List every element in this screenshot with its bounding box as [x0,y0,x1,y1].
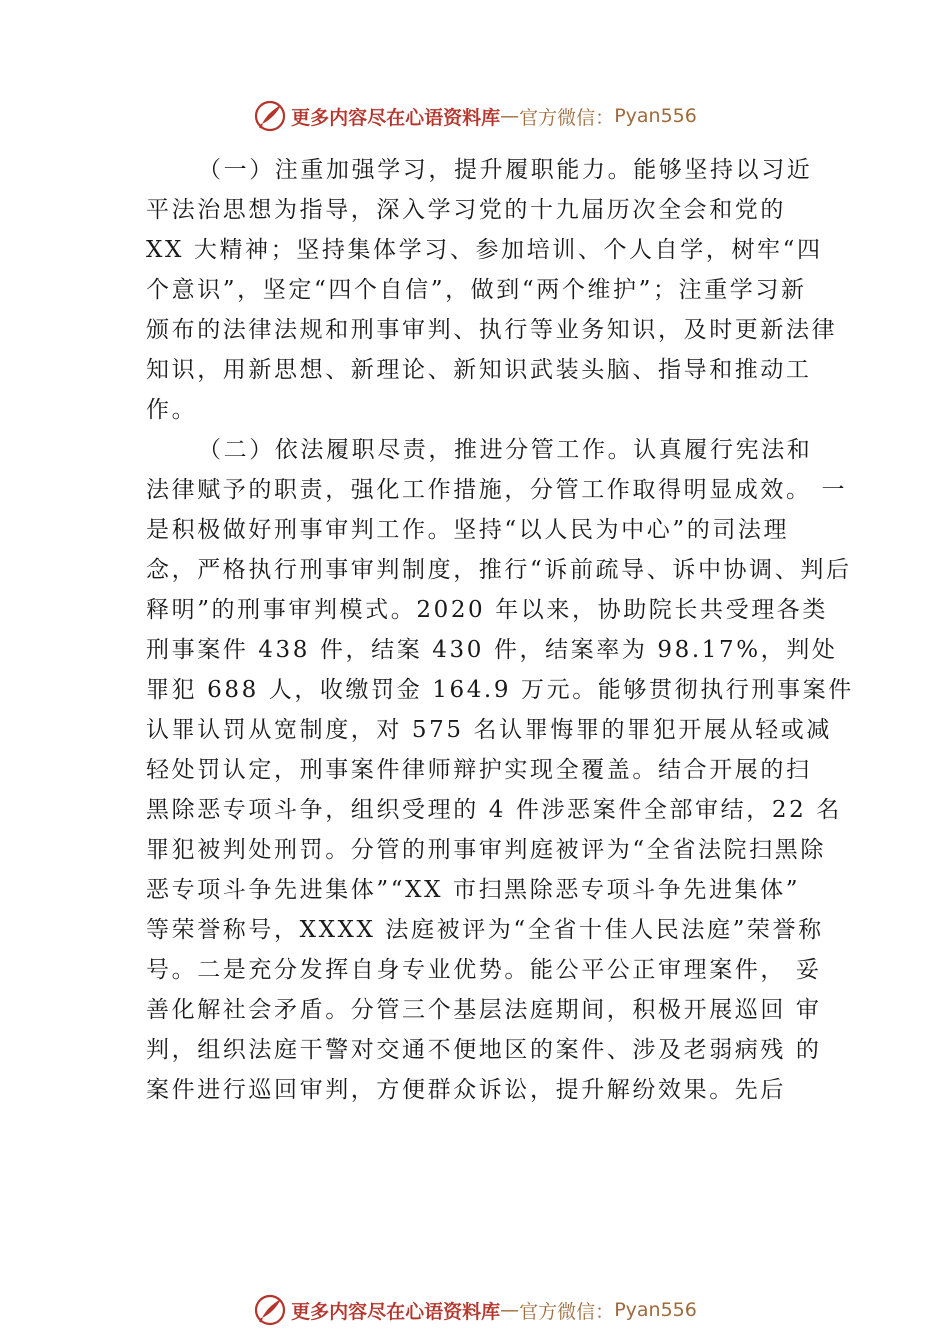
text-line: 释明”的刑事审判模式。2020 年以来，协助院长共受理各类 [146,597,829,623]
header-watermark [0,96,950,136]
text-line: 是积极做好刑事审判工作。坚持“以人民为中心”的司法理 [146,517,790,543]
quill-logo-icon [253,99,287,133]
text-line: 刑事案件 438 件，结案 430 件，结案率为 98.17%，判处 [146,637,838,663]
text-line: （二）依法履职尽责，推进分管工作。认真履行宪法和 [198,437,813,463]
text-line: 知识，用新思想、新理论、新知识武装头脑、指导和推动工 [146,357,812,383]
watermark-wechat: Pyan556 [614,1299,697,1321]
text-line: 法律赋予的职责，强化工作措施，分管工作取得明显成效。 一 [146,477,848,503]
text-line: 黑除恶专项斗争，组织受理的 4 件涉恶案件全部审结，22 名 [146,797,842,823]
watermark-brand: 更多内容尽在心语资料库 [291,1300,501,1323]
watermark-wechat: Pyan556 [614,105,697,127]
document-body [146,150,854,1110]
text-line: 号。二是充分发挥自身专业优势。能公平公正审理案件， 妥 [146,957,822,983]
watermark-brand: 更多内容尽在心语资料库 [291,106,501,129]
watermark-official: 官方微信： [519,1300,615,1323]
text-line: （一）注重加强学习，提升履职能力。能够坚持以习近 [198,157,813,183]
text-line: 善化解社会矛盾。分管三个基层法庭期间，积极开展巡回 审 [146,997,822,1023]
text-line: 颁布的法律法规和刑事审判、执行等业务知识，及时更新法律 [146,317,838,343]
text-line: 平法治思想为指导，深入学习党的十九届历次全会和党的 [146,197,786,223]
text-line: 恶专项斗争先进集体”“XX 市扫黑除恶专项斗争先进集体” [146,877,801,903]
text-line: 案件进行巡回审判，方便群众诉讼，提升解纷效果。先后 [146,1077,786,1103]
text-line: 个意识”，坚定“四个自信”，做到“两个维护”；注重学习新 [146,277,807,303]
text-line: 作。 [146,397,198,423]
text-line: 等荣誉称号，XXXX 法庭被评为“全省十佳人民法庭”荣誉称 [146,917,824,943]
watermark-dash: — [500,1299,520,1321]
watermark-dash: — [500,105,520,127]
text-line: 罪犯 688 人，收缴罚金 164.9 万元。能够贯彻执行刑事案件 [146,677,854,703]
text-line: 轻处罚认定，刑事案件律师辩护实现全覆盖。结合开展的扫 [146,757,812,783]
text-line: XX 大精神；坚持集体学习、参加培训、个人自学，树牢“四 [146,237,823,263]
quill-logo-icon [253,1293,287,1327]
footer-watermark [0,1290,950,1330]
text-line: 认罪认罚从宽制度，对 575 名认罪悔罪的罪犯开展从轻或减 [146,717,832,743]
text-line: 念，严格执行刑事审判制度，推行“诉前疏导、诉中协调、判后 [146,557,852,583]
text-line: 判，组织法庭干警对交通不便地区的案件、涉及老弱病残 的 [146,1037,822,1063]
text-line: 罪犯被判处刑罚。分管的刑事审判庭被评为“全省法院扫黑除 [146,837,826,863]
watermark-official: 官方微信： [519,106,615,129]
